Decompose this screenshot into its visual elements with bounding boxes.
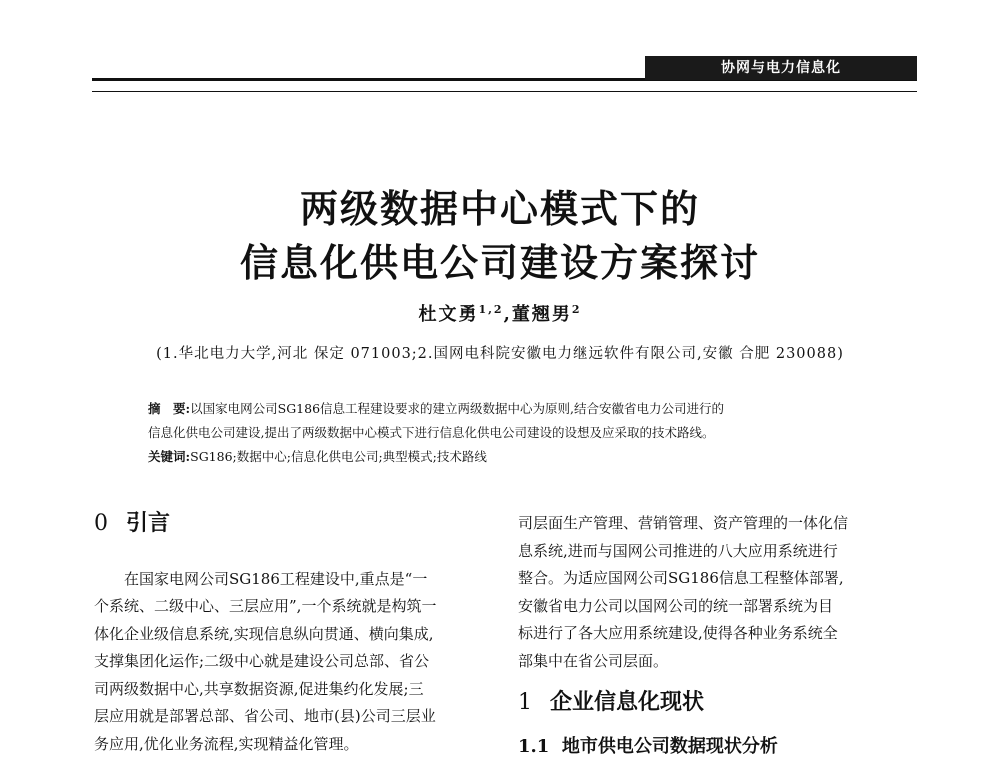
abstract-line-1 [148, 398, 868, 420]
body-line: 个系统、二级中心、三层应用”,一个系统就是构筑一 [94, 597, 437, 615]
body-line: 整合。为适应国网公司SG186信息工程整体部署, [518, 569, 844, 587]
body-line: 层应用就是部署总部、省公司、地市(县)公司三层业 [94, 707, 436, 725]
abstract-label: 摘 要: [148, 401, 191, 416]
body-line: 标进行了各大应用系统建设,使得各种业务系统全 [518, 624, 838, 642]
abstract-text-2: 信息化供电公司建设,提出了两级数据中心模式下进行信息化供电公司建设的设想及应采取的技术路线。 [148, 425, 715, 440]
section-1-heading [518, 689, 928, 717]
body-line: 安徽省电力公司以国网公司的统一部署系统为目 [518, 596, 834, 615]
body-line: 支撑集团化运作;二级中心就是建设公司总部、省公 [94, 652, 430, 670]
keywords-label: 关键词: [148, 449, 191, 464]
header-rule [92, 78, 917, 92]
paper-title-line1: 两级数据中心模式下的 [299, 186, 700, 231]
keywords-text: SG186;数据中心;信息化供电公司;典型模式;技术路线 [190, 449, 487, 464]
journal-section-tag: 协网与电力信息化 [645, 56, 917, 80]
body-line: 务应用,优化业务流程,实现精益化管理。 [94, 734, 359, 753]
affiliations: (1.华北电力大学,河北 保定 071003;2.国网电科院安徽电力继远软件有限公司,安徽 合肥 230088) [156, 346, 844, 362]
right-column [518, 510, 928, 760]
body-line: 在国家电网公司SG186工程建设中,重点是“一 [124, 569, 428, 588]
keywords-line [148, 446, 868, 468]
author-separator: , [503, 304, 512, 325]
abstract-line-2 [148, 422, 868, 444]
subsection-number: 1.1 [518, 735, 550, 757]
left-column [94, 510, 504, 758]
paper-title-line2: 信息化供电公司建设方案探讨 [239, 240, 760, 285]
section-1-number: 1 [518, 690, 532, 715]
section-0-heading [94, 510, 504, 538]
abstract-text-1: 以国家电网公司SG186信息工程建设要求的建立两级数据中心为原则,结合安徽省电力公司进行的 [190, 401, 725, 416]
body-line: 息系统,进而与国网公司推进的八大应用系统进行 [518, 541, 838, 560]
body-line: 部集中在省公司层面。 [518, 651, 669, 670]
author-affil-mark-2: 2 [571, 303, 582, 316]
author-name-2: 董翘男 [511, 304, 572, 325]
author-name-1: 杜文勇 [418, 304, 479, 325]
body-line: 司层面生产管理、营销管理、资产管理的一体化信 [518, 514, 849, 532]
author-list [0, 300, 1000, 326]
section-0-title: 引言 [126, 510, 171, 536]
body-line: 司两级数据中心,共享数据资源,促进集约化发展;三 [94, 679, 424, 698]
body-line: 体化企业级信息系统,实现信息纵向贯通、横向集成, [94, 624, 434, 643]
author-affil-mark-1: 1,2 [478, 303, 504, 316]
subsection-1-1-heading [518, 733, 928, 760]
section-0-number: 0 [94, 511, 108, 536]
subsection-title: 地市供电公司数据现状分析 [561, 735, 778, 757]
section-1-title: 企业信息化现状 [550, 689, 705, 715]
